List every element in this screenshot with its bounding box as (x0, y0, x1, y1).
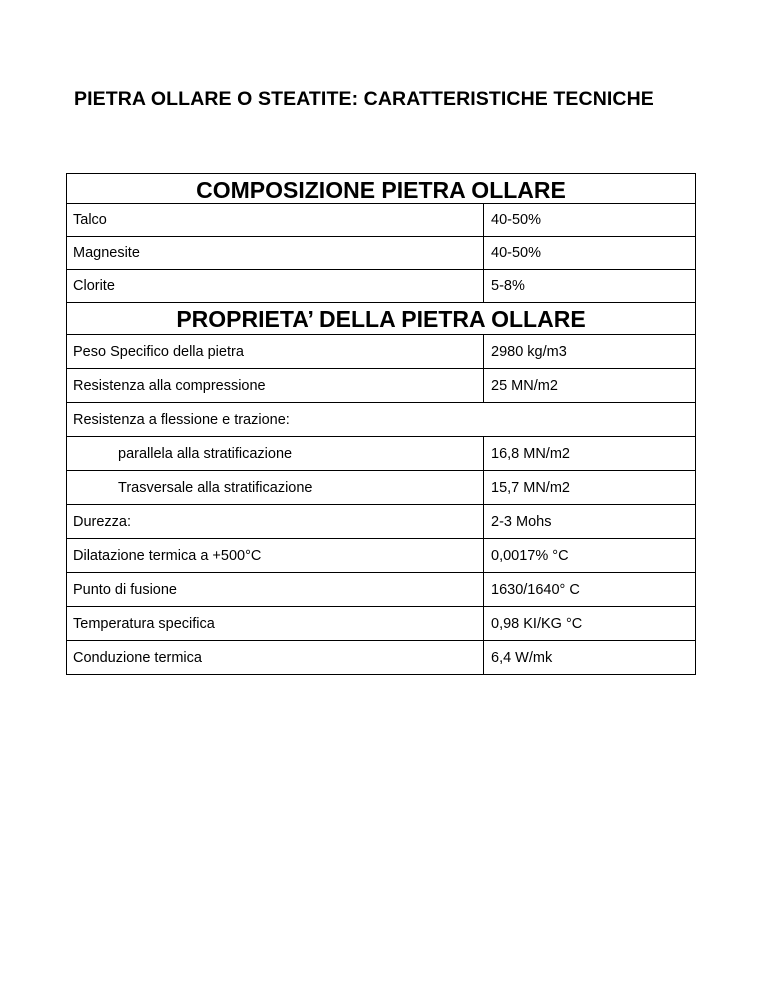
row-value: 16,8 MN/m2 (484, 437, 696, 471)
row-label: Dilatazione termica a +500°C (67, 539, 484, 573)
row-label: Talco (67, 204, 484, 237)
table-row (67, 607, 696, 641)
table-row (67, 505, 696, 539)
row-label: Punto di fusione (67, 573, 484, 607)
table-row (67, 573, 696, 607)
row-label: Clorite (67, 270, 484, 303)
table-row (67, 539, 696, 573)
flexion-subheading-row (67, 403, 696, 437)
flexion-subheading: Resistenza a flessione e trazione: (67, 403, 696, 437)
row-value: 0,0017% °C (484, 539, 696, 573)
row-label: parallela alla stratificazione (67, 437, 484, 471)
row-label: Trasversale alla stratificazione (67, 471, 484, 505)
properties-heading: PROPRIETA’ DELLA PIETRA OLLARE (67, 303, 696, 335)
row-value: 40-50% (484, 204, 696, 237)
document-title: PIETRA OLLARE O STEATITE: CARATTERISTICHE TECNICHE (74, 88, 654, 110)
row-value: 25 MN/m2 (484, 369, 696, 403)
table-row (67, 204, 696, 237)
table-row (67, 237, 696, 270)
table-row (67, 335, 696, 369)
row-label: Temperatura specifica (67, 607, 484, 641)
table-row (67, 369, 696, 403)
row-label: Durezza: (67, 505, 484, 539)
table-row (67, 270, 696, 303)
composition-heading: COMPOSIZIONE PIETRA OLLARE (67, 174, 696, 204)
row-value: 0,98 KI/KG °C (484, 607, 696, 641)
table-row (67, 437, 696, 471)
properties-section-header (67, 303, 696, 335)
table-row (67, 471, 696, 505)
table-row (67, 641, 696, 675)
row-value: 2-3 Mohs (484, 505, 696, 539)
properties-table (66, 173, 696, 675)
row-label: Magnesite (67, 237, 484, 270)
row-value: 15,7 MN/m2 (484, 471, 696, 505)
row-value: 40-50% (484, 237, 696, 270)
row-value: 5-8% (484, 270, 696, 303)
row-value: 6,4 W/mk (484, 641, 696, 675)
row-label: Resistenza alla compressione (67, 369, 484, 403)
composition-section-header (67, 174, 696, 204)
row-label: Peso Specifico della pietra (67, 335, 484, 369)
row-value: 2980 kg/m3 (484, 335, 696, 369)
row-value: 1630/1640° C (484, 573, 696, 607)
row-label: Conduzione termica (67, 641, 484, 675)
